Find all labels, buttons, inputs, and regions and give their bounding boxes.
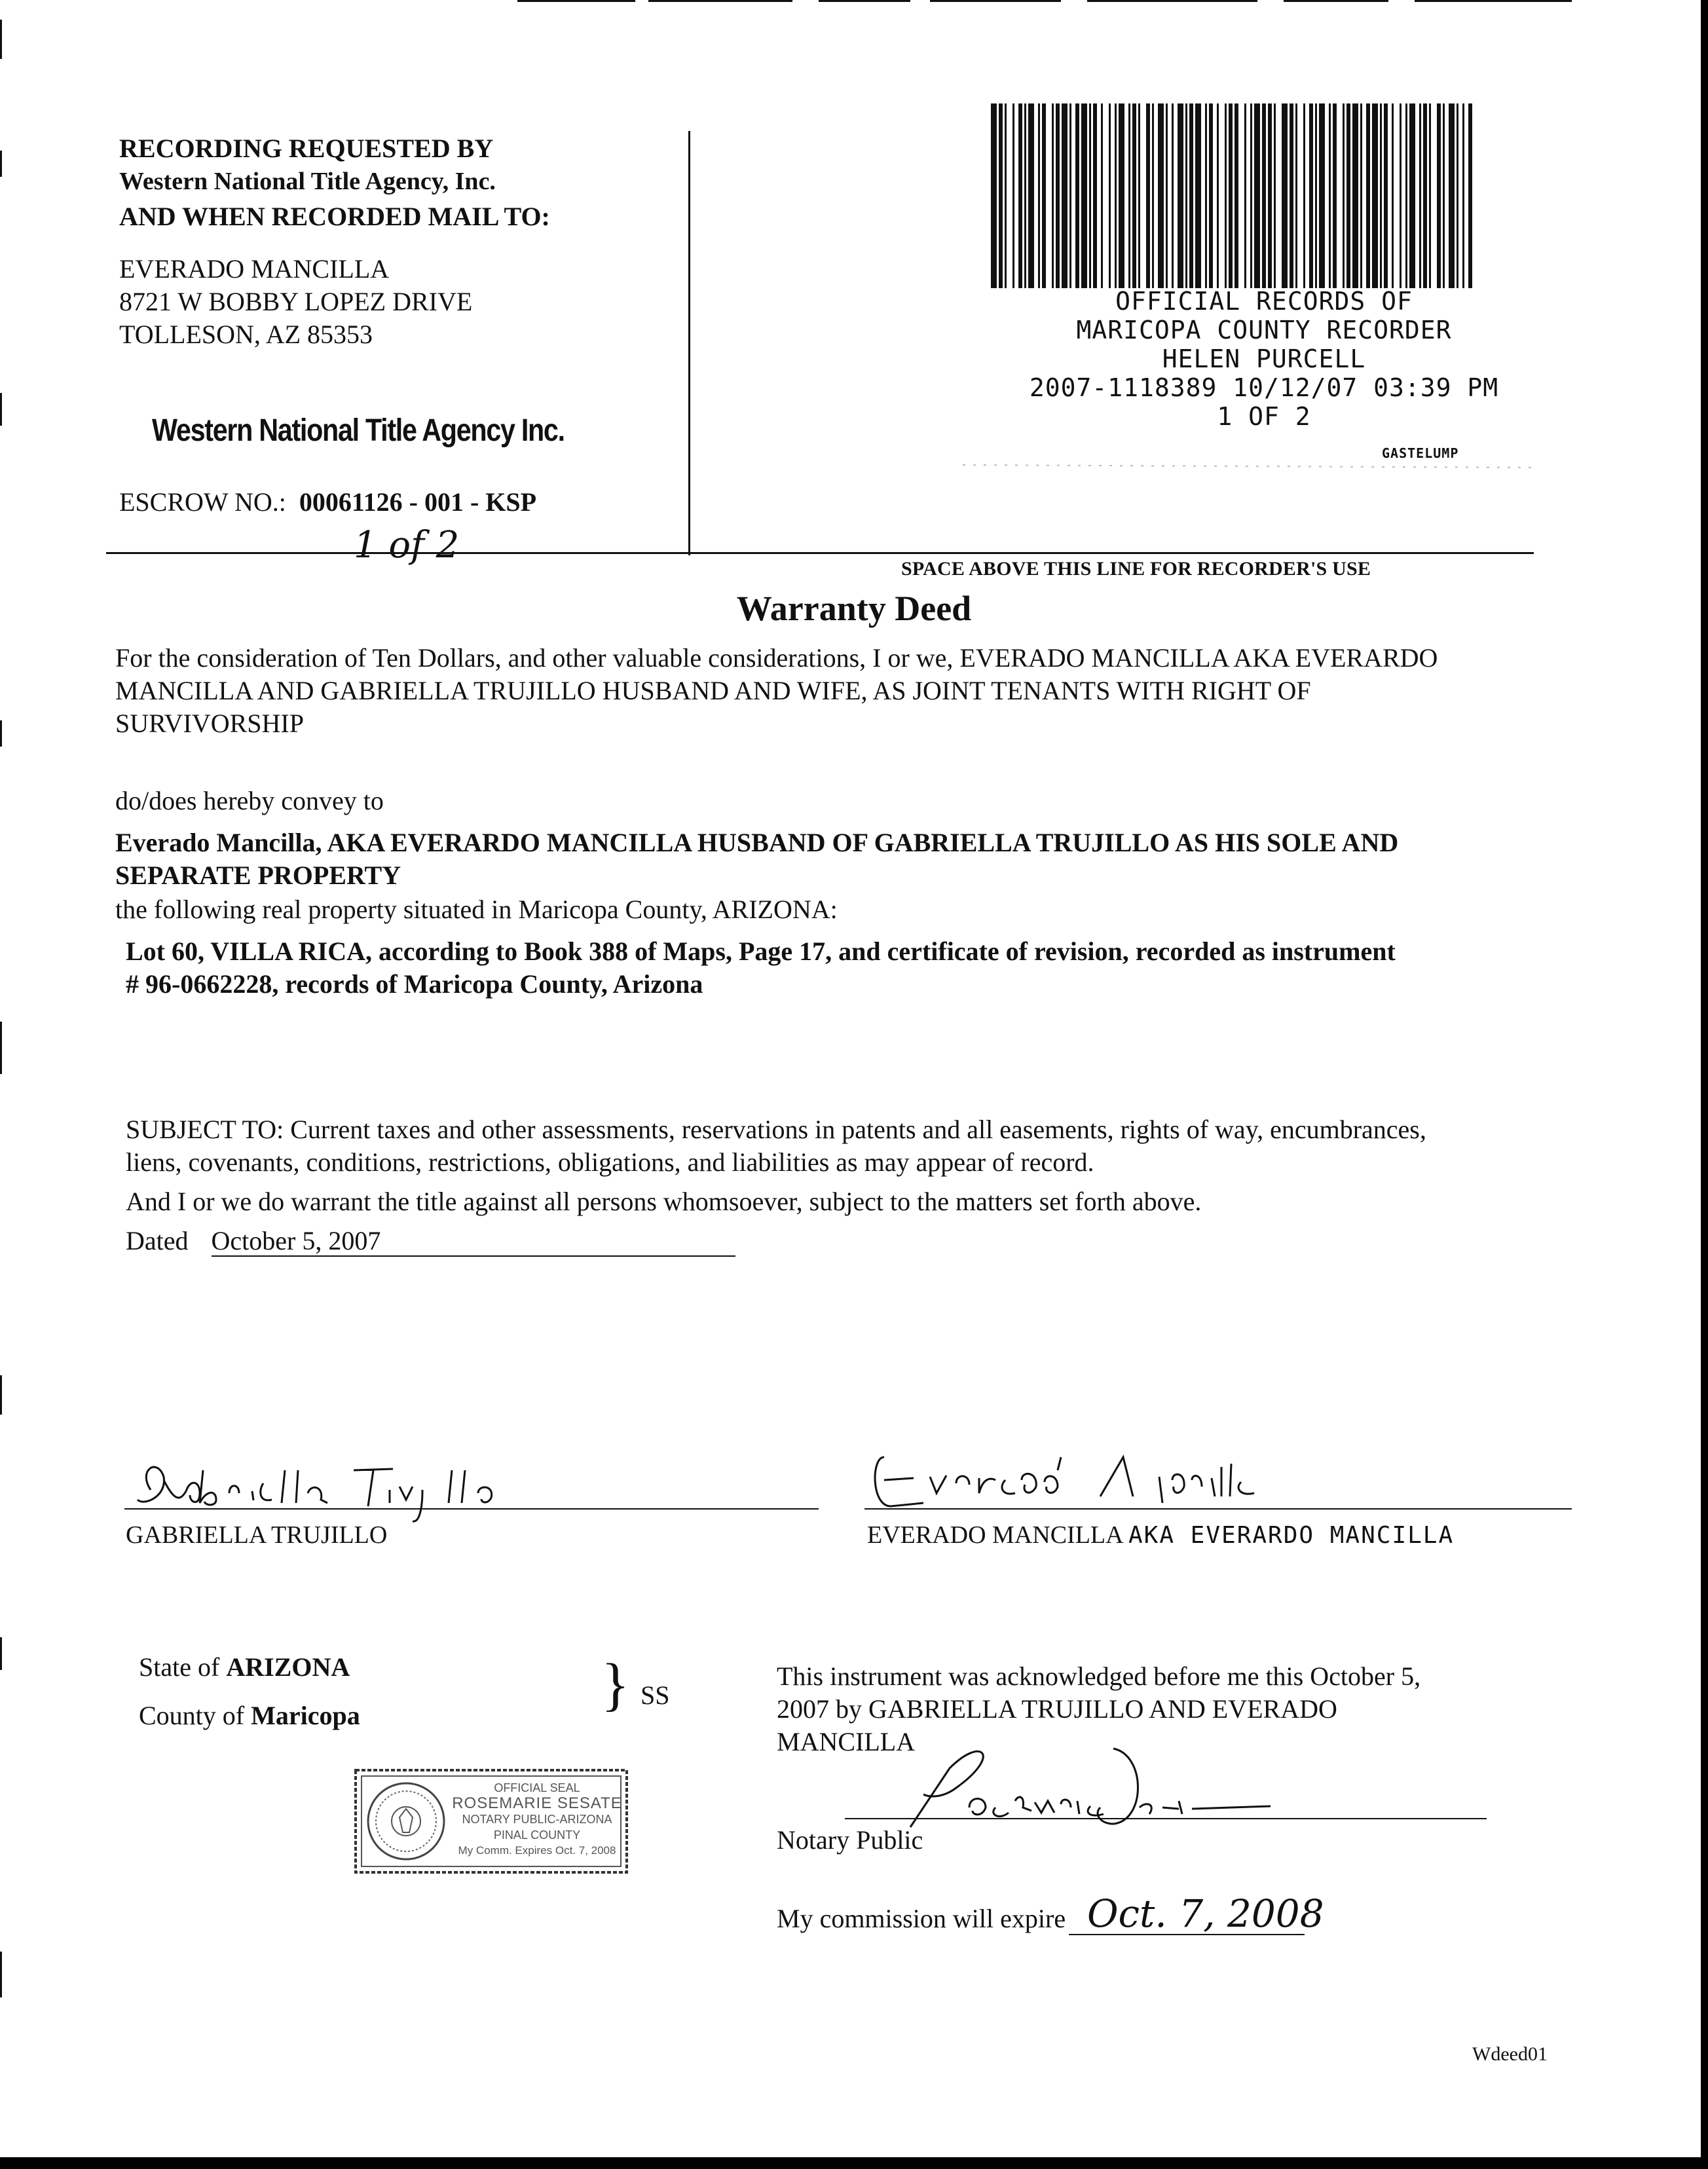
consideration-line: MANCILLA AND GABRIELLA TRUJILLO HUSBAND AND WIFE, AS JOINT TENANTS WITH RIGHT OF (115, 676, 1311, 705)
barcode-bar (1346, 103, 1350, 288)
barcode-bar (1235, 103, 1238, 288)
stamp-line-4: 2007-1118389 10/12/07 03:39 PM (1029, 373, 1499, 402)
commission-date: Oct. 7, 2008 (1087, 1891, 1324, 1936)
barcode-bar (1274, 103, 1276, 288)
venue-brace: } (601, 1652, 630, 1717)
barcode-bar (1449, 103, 1455, 288)
stamp-line-1: OFFICIAL RECORDS OF (1115, 287, 1413, 316)
legal-line: Lot 60, VILLA RICA, according to Book 388 of Maps, Page 17, and certificate of revision, recorded as instrument (126, 936, 1396, 966)
barcode-bar (1205, 103, 1207, 288)
barcode-bar (1429, 103, 1431, 288)
barcode-bar (1384, 103, 1388, 288)
seal-line-2: ROSEMARIE SESATE (452, 1794, 622, 1812)
barcode-bar (1352, 103, 1358, 288)
barcode-bar (1189, 103, 1193, 288)
signer-name: EVERADO MANCILLA (867, 1521, 1123, 1549)
barcode-bar (1217, 103, 1219, 288)
barcode-bar (1062, 103, 1068, 288)
barcode-bar (1024, 103, 1026, 288)
barcode-bar (1295, 103, 1297, 288)
stamp-line-2: MARICOPA COUNTY RECORDER (1076, 316, 1452, 344)
page-title: Warranty Deed (736, 589, 972, 628)
consideration-paragraph (115, 642, 1556, 740)
commission-label: My commission will expire (777, 1904, 1066, 1933)
signer-aka: AKA EVERARDO MANCILLA (1128, 1522, 1455, 1549)
barcode-bar (1042, 103, 1046, 288)
notary-signature-line (845, 1818, 1487, 1819)
barcode-bar (1075, 103, 1079, 288)
barcode-bar (1392, 103, 1394, 288)
dated-label: Dated (126, 1226, 189, 1255)
mail-to-street: 8721 W BOBBY LOPEZ DRIVE (119, 287, 473, 316)
mail-to-label: AND WHEN RECORDED MAIL TO: (119, 202, 550, 231)
seal-line-3: NOTARY PUBLIC-ARIZONA (462, 1813, 612, 1826)
escrow-number-row (119, 486, 536, 519)
barcode-bar (1056, 103, 1060, 288)
scan-right-edge (1701, 0, 1708, 2169)
barcode-bar (1360, 103, 1362, 288)
seal-line-5: My Comm. Expires Oct. 7, 2008 (458, 1844, 616, 1857)
barcode-bar (1101, 103, 1103, 288)
barcode-bar (1005, 103, 1007, 288)
barcode-bar (1423, 103, 1427, 288)
barcode-bar (1309, 103, 1313, 288)
venue-ss: SS (640, 1680, 670, 1710)
barcode-bar (1244, 103, 1246, 288)
barcode-bar (1405, 103, 1407, 288)
subject-line: liens, covenants, conditions, restrictions, obligations, and liabilities as may appear of record. (126, 1147, 1094, 1177)
dated-value: October 5, 2007 (212, 1227, 735, 1257)
acknowledgment-line: This instrument was acknowledged before me this October 5, (777, 1661, 1421, 1691)
barcode-bar (1069, 103, 1071, 288)
barcode-bar (1372, 103, 1378, 288)
scan-left-edge (0, 0, 5, 2169)
signature-line-right (864, 1508, 1572, 1510)
warrant-line (126, 1185, 1567, 1218)
barcode-bar (1315, 103, 1317, 288)
consideration-line: For the consideration of Ten Dollars, and other valuable considerations, I or we, EVERADO MANCILLA AKA EVERARDO (115, 643, 1438, 673)
county-label: County of (139, 1701, 245, 1730)
convey-line (115, 785, 1556, 817)
barcode-bar (1132, 103, 1136, 288)
barcode-bar (999, 103, 1003, 288)
stamp-line-5: 1 OF 2 (1217, 402, 1311, 431)
barcode-bar (1152, 103, 1154, 288)
county-value: Maricopa (251, 1701, 360, 1730)
barcode-bar (1018, 103, 1022, 288)
barcode-bar (1380, 103, 1382, 288)
barcode-bar (1209, 103, 1213, 288)
barcode-bar (1419, 103, 1421, 288)
legal-description (126, 935, 1567, 1001)
mail-to-city: TOLLESON, AZ 85353 (119, 320, 373, 349)
signer-name-gabriella: GABRIELLA TRUJILLO (126, 1521, 388, 1549)
situated-text: the following real property situated in Maricopa County, ARIZONA: (115, 895, 838, 924)
state-label: State of (139, 1652, 220, 1682)
stamp-noise (963, 458, 1539, 472)
dated-row (126, 1225, 1567, 1257)
barcode-bar (1282, 103, 1288, 288)
warrant-text: And I or we do warrant the title against all persons whomsoever, subject to the matters set forth above. (126, 1187, 1202, 1216)
barcode-bar (1158, 103, 1164, 288)
barcode-bar (1225, 103, 1227, 288)
requested-by: Western National Title Agency, Inc. (119, 168, 496, 195)
barcode-bar (991, 103, 997, 288)
barcode-bar (1052, 103, 1054, 288)
grantee-paragraph (115, 826, 1556, 892)
escrow-label: ESCROW NO.: (119, 487, 286, 517)
barcode-bar (1185, 103, 1187, 288)
barcode-bar (1250, 103, 1252, 288)
barcode-bar (1115, 103, 1117, 288)
barcode-bar (1138, 103, 1140, 288)
recording-requested-label: RECORDING REQUESTED BY (119, 134, 494, 163)
legal-line: # 96-0662228, records of Maricopa County, Arizona (126, 969, 703, 999)
seal-line-4: PINAL COUNTY (493, 1828, 581, 1842)
space-above-label: SPACE ABOVE THIS LINE FOR RECORDER'S USE (901, 558, 1371, 580)
barcode-bar (1290, 103, 1293, 288)
barcode-bar (1109, 103, 1111, 288)
barcode-bar (1268, 103, 1272, 288)
mail-to-name: EVERADO MANCILLA (119, 254, 390, 284)
barcode-bar (1081, 103, 1087, 288)
barcode (991, 103, 1472, 288)
barcode-bar (1178, 103, 1183, 288)
signature-everado (864, 1431, 1336, 1516)
barcode-bar (1400, 103, 1402, 288)
barcode-bar (1128, 103, 1130, 288)
recorder-use-line (106, 552, 1534, 554)
notary-public-label: Notary Public (777, 1825, 923, 1855)
barcode-bar (1195, 103, 1201, 288)
acknowledgment-line: MANCILLA (777, 1727, 916, 1756)
scan-top-edge (0, 0, 1708, 4)
situated-line (115, 893, 1556, 926)
subject-to-paragraph (126, 1113, 1567, 1179)
signer-name-everado (867, 1521, 1454, 1549)
recording-requested-block (119, 132, 682, 351)
barcode-bar (1119, 103, 1124, 288)
seal-line-1: OFFICIAL SEAL (494, 1781, 580, 1794)
barcode-bar (1262, 103, 1266, 288)
recorder-stamp (969, 287, 1559, 431)
barcode-bar (1462, 103, 1464, 288)
grantee-line: SEPARATE PROPERTY (115, 861, 401, 890)
barcode-bar (1437, 103, 1441, 288)
form-id: Wdeed01 (1472, 2043, 1548, 2065)
grantee-line: Everado Mancilla, AKA EVERARDO MANCILLA HUSBAND OF GABRIELLA TRUJILLO AS HIS SOLE AND (115, 828, 1399, 857)
barcode-bar (1172, 103, 1174, 288)
barcode-bar (1229, 103, 1233, 288)
barcode-bar (1093, 103, 1097, 288)
signature-line-left (124, 1508, 819, 1510)
barcode-bar (1028, 103, 1034, 288)
agency-title: Western National Title Agency Inc. (152, 413, 565, 448)
state-value: ARIZONA (226, 1652, 350, 1682)
barcode-bar (1366, 103, 1370, 288)
escrow-handwritten-note: 1 of 2 (354, 524, 460, 566)
barcode-bar (1329, 103, 1331, 288)
barcode-bar (1166, 103, 1168, 288)
barcode-bar (1333, 103, 1337, 288)
barcode-bar (1146, 103, 1150, 288)
barcode-bar (1409, 103, 1415, 288)
state-row (139, 1652, 350, 1682)
barcode-bar (1303, 103, 1305, 288)
convey-text: do/does hereby convey to (115, 786, 384, 815)
barcode-bar (1319, 103, 1325, 288)
subject-line: SUBJECT TO: Current taxes and other assessments, reservations in patents and all easements, rights of way, encumbrances, (126, 1115, 1426, 1144)
stamp-clerk: GASTELUMP (1382, 445, 1459, 461)
barcode-bar (1443, 103, 1445, 288)
scan-bottom-edge (0, 2157, 1708, 2169)
barcode-bar (1468, 103, 1472, 288)
barcode-bar (1457, 103, 1458, 288)
header-divider (688, 131, 690, 555)
acknowledgment-line: 2007 by GABRIELLA TRUJILLO AND EVERADO (777, 1694, 1337, 1724)
consideration-line: SURVIVORSHIP (115, 709, 304, 738)
barcode-bar (1254, 103, 1260, 288)
barcode-bar (1089, 103, 1091, 288)
barcode-bar (1012, 103, 1014, 288)
notary-seal (354, 1768, 629, 1874)
county-row (139, 1700, 360, 1731)
stamp-line-3: HELEN PURCELL (1162, 344, 1366, 373)
barcode-bar (1343, 103, 1345, 288)
signature-gabriella (124, 1444, 530, 1523)
escrow-number: 00061126 - 001 - KSP (299, 487, 537, 517)
barcode-bar (1038, 103, 1040, 288)
